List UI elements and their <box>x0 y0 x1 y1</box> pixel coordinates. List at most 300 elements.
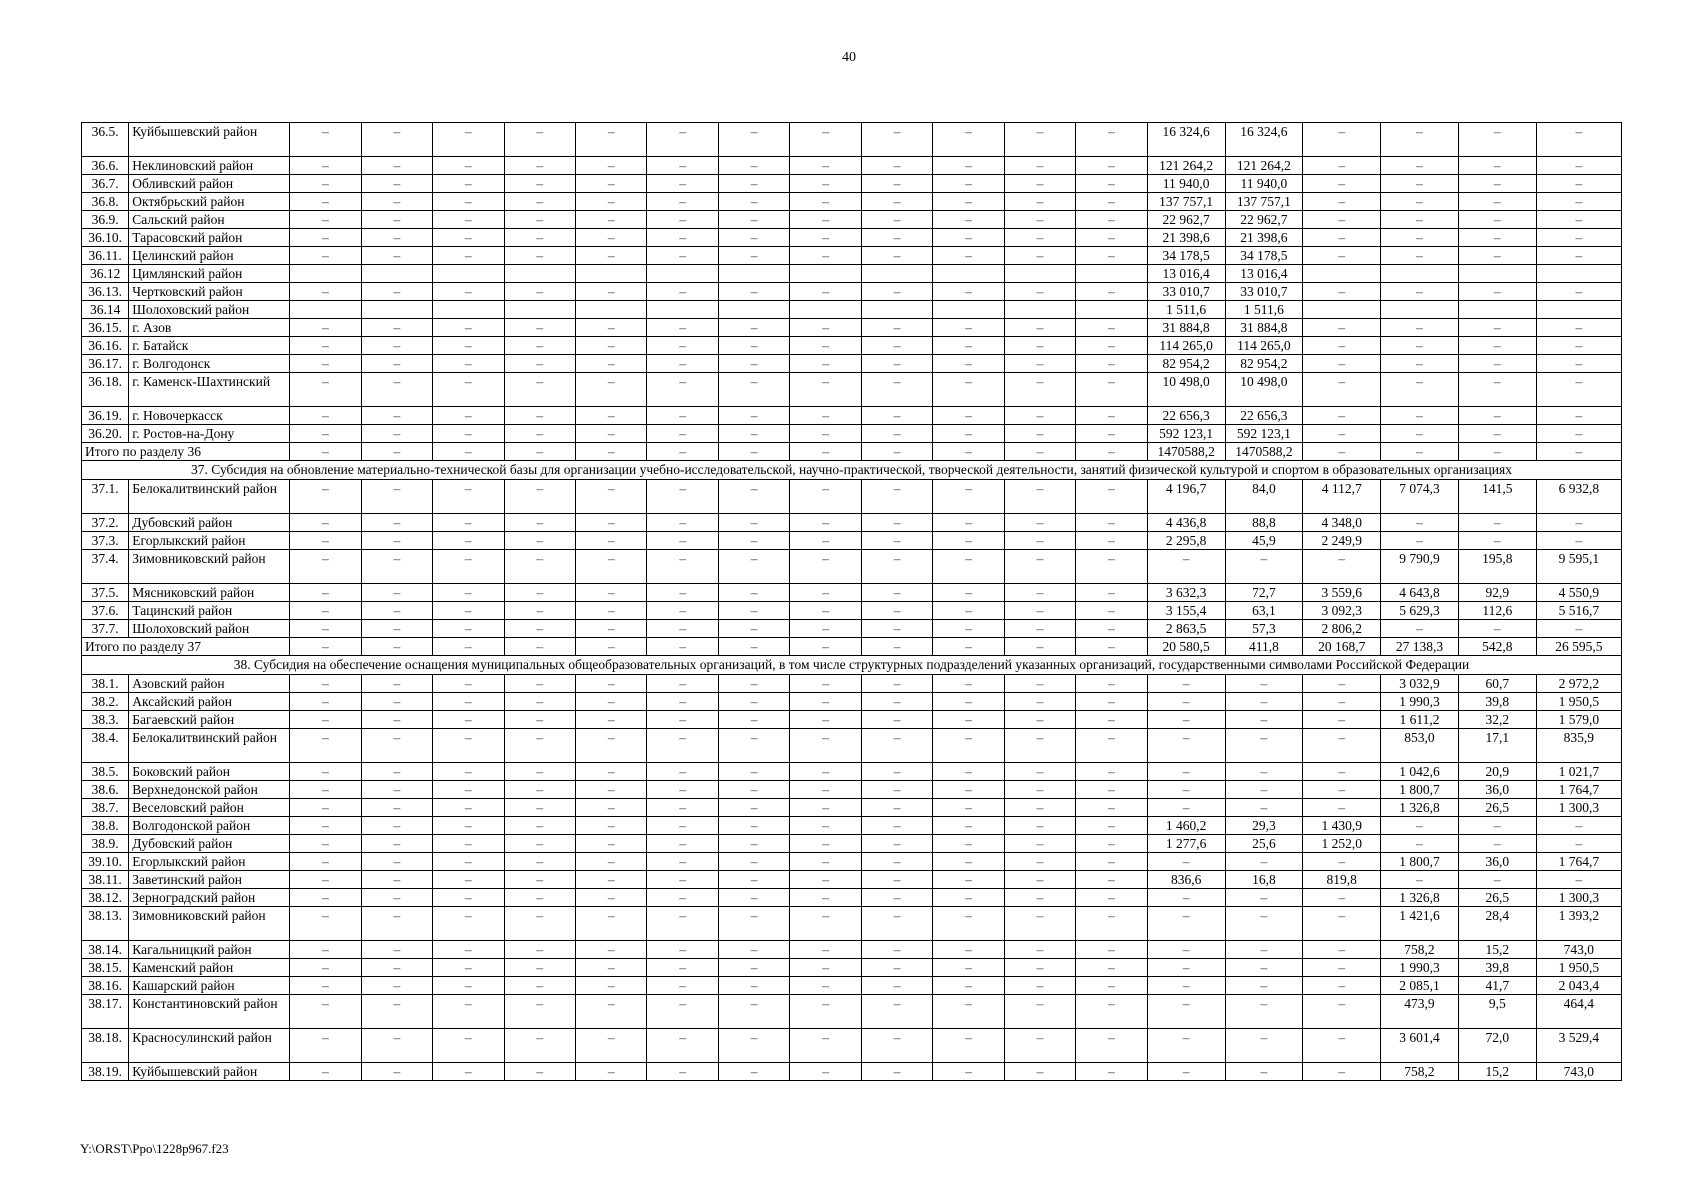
value-cell: 819,8 <box>1303 871 1381 889</box>
value-cell: – <box>790 711 861 729</box>
value-cell: 16 324,6 <box>1147 123 1225 157</box>
value-cell <box>861 265 932 283</box>
value-cell: – <box>861 337 932 355</box>
value-cell: 2 806,2 <box>1303 620 1381 638</box>
value-cell: 1 800,7 <box>1381 853 1459 871</box>
value-cell: – <box>504 675 575 693</box>
value-cell: – <box>1303 319 1381 337</box>
value-cell: – <box>361 711 432 729</box>
value-cell: – <box>361 407 432 425</box>
value-cell: 1 990,3 <box>1381 693 1459 711</box>
value-cell: 2 972,2 <box>1536 675 1621 693</box>
value-cell: 743,0 <box>1536 1063 1621 1081</box>
value-cell: – <box>647 781 718 799</box>
district-name: Зерноградский район <box>129 889 290 907</box>
value-cell: – <box>504 229 575 247</box>
value-cell: – <box>1004 337 1075 355</box>
table-row <box>82 799 1622 817</box>
value-cell: 1 326,8 <box>1381 889 1459 907</box>
value-cell: – <box>1004 211 1075 229</box>
row-number: 37.5. <box>82 584 129 602</box>
value-cell: – <box>433 817 504 835</box>
value-cell: 11 940,0 <box>1147 175 1225 193</box>
table-row <box>82 514 1622 532</box>
value-cell: – <box>718 480 789 514</box>
value-cell: – <box>1536 211 1621 229</box>
value-cell: – <box>861 763 932 781</box>
district-name: Мясниковский район <box>129 584 290 602</box>
value-cell: – <box>433 247 504 265</box>
value-cell: – <box>1076 711 1147 729</box>
value-cell: – <box>433 123 504 157</box>
value-cell: – <box>361 871 432 889</box>
district-name: Верхнедонской район <box>129 781 290 799</box>
value-cell: – <box>433 211 504 229</box>
value-cell: – <box>1536 283 1621 301</box>
value-cell: – <box>361 889 432 907</box>
value-cell: – <box>933 550 1004 584</box>
value-cell: – <box>1076 889 1147 907</box>
value-cell: – <box>1303 193 1381 211</box>
value-cell: – <box>361 638 432 656</box>
value-cell: – <box>1004 514 1075 532</box>
value-cell: – <box>290 550 361 584</box>
value-cell: – <box>1303 889 1381 907</box>
value-cell: – <box>1076 853 1147 871</box>
value-cell: – <box>1004 835 1075 853</box>
value-cell: 1 460,2 <box>1147 817 1225 835</box>
value-cell: – <box>861 602 932 620</box>
value-cell: – <box>1458 175 1536 193</box>
value-cell: – <box>1458 620 1536 638</box>
value-cell: 1 252,0 <box>1303 835 1381 853</box>
value-cell: – <box>861 959 932 977</box>
value-cell: – <box>1225 799 1303 817</box>
value-cell: – <box>933 853 1004 871</box>
value-cell: – <box>790 1029 861 1063</box>
value-cell: – <box>1147 675 1225 693</box>
value-cell: – <box>1076 443 1147 461</box>
value-cell: 592 123,1 <box>1225 425 1303 443</box>
value-cell: – <box>290 229 361 247</box>
value-cell: – <box>647 959 718 977</box>
value-cell: 2 085,1 <box>1381 977 1459 995</box>
value-cell: – <box>433 835 504 853</box>
value-cell: – <box>1004 229 1075 247</box>
value-cell: – <box>1303 853 1381 871</box>
value-cell: – <box>1225 853 1303 871</box>
value-cell: – <box>1303 373 1381 407</box>
table-row <box>82 941 1622 959</box>
value-cell: 4 550,9 <box>1536 584 1621 602</box>
value-cell: – <box>290 532 361 550</box>
value-cell <box>361 265 432 283</box>
value-cell: – <box>1536 425 1621 443</box>
value-cell: – <box>1381 157 1459 175</box>
value-cell: – <box>1004 763 1075 781</box>
value-cell: – <box>433 1063 504 1081</box>
value-cell: – <box>647 711 718 729</box>
value-cell <box>290 265 361 283</box>
value-cell: – <box>718 1029 789 1063</box>
value-cell: – <box>361 817 432 835</box>
value-cell: – <box>647 229 718 247</box>
value-cell: – <box>718 550 789 584</box>
value-cell: – <box>576 853 647 871</box>
value-cell: – <box>1303 229 1381 247</box>
value-cell: – <box>718 193 789 211</box>
value-cell: – <box>1225 763 1303 781</box>
value-cell: – <box>504 995 575 1029</box>
value-cell: – <box>1536 175 1621 193</box>
value-cell: – <box>647 373 718 407</box>
row-number: 38.15. <box>82 959 129 977</box>
row-number: 36.12 <box>82 265 129 283</box>
district-name: Боковский район <box>129 763 290 781</box>
value-cell: 1 800,7 <box>1381 781 1459 799</box>
value-cell: – <box>718 1063 789 1081</box>
value-cell: – <box>1225 1063 1303 1081</box>
value-cell: – <box>1004 550 1075 584</box>
value-cell: – <box>576 175 647 193</box>
value-cell: – <box>1303 711 1381 729</box>
value-cell: – <box>290 443 361 461</box>
value-cell: – <box>1076 584 1147 602</box>
value-cell: – <box>1381 229 1459 247</box>
value-cell: – <box>576 763 647 781</box>
value-cell: – <box>504 550 575 584</box>
value-cell: – <box>1303 763 1381 781</box>
value-cell: – <box>647 443 718 461</box>
value-cell: – <box>647 835 718 853</box>
value-cell: – <box>504 941 575 959</box>
value-cell: – <box>290 602 361 620</box>
value-cell: – <box>1381 175 1459 193</box>
value-cell <box>861 301 932 319</box>
value-cell: – <box>290 283 361 301</box>
value-cell: – <box>1076 907 1147 941</box>
row-number: 38.19. <box>82 1063 129 1081</box>
value-cell: – <box>1076 550 1147 584</box>
value-cell: – <box>718 229 789 247</box>
value-cell: – <box>1004 407 1075 425</box>
value-cell: – <box>290 425 361 443</box>
value-cell: – <box>1076 229 1147 247</box>
district-name: г. Азов <box>129 319 290 337</box>
value-cell: – <box>576 871 647 889</box>
value-cell <box>1004 301 1075 319</box>
value-cell: – <box>576 283 647 301</box>
value-cell: – <box>790 211 861 229</box>
row-number: 36.10. <box>82 229 129 247</box>
value-cell: – <box>576 337 647 355</box>
value-cell <box>1536 265 1621 283</box>
table-row <box>82 319 1622 337</box>
value-cell: – <box>504 781 575 799</box>
value-cell: – <box>290 675 361 693</box>
value-cell: 3 632,3 <box>1147 584 1225 602</box>
value-cell: 16 324,6 <box>1225 123 1303 157</box>
row-number: 38.13. <box>82 907 129 941</box>
value-cell: – <box>433 550 504 584</box>
value-cell: – <box>361 373 432 407</box>
value-cell: – <box>1076 1063 1147 1081</box>
value-cell: – <box>1303 211 1381 229</box>
value-cell: – <box>504 977 575 995</box>
value-cell: – <box>504 835 575 853</box>
value-cell: – <box>647 175 718 193</box>
value-cell: 5 629,3 <box>1381 602 1459 620</box>
value-cell: 112,6 <box>1458 602 1536 620</box>
value-cell: – <box>1225 693 1303 711</box>
value-cell: 25,6 <box>1225 835 1303 853</box>
table-row <box>82 355 1622 373</box>
table-row <box>82 373 1622 407</box>
value-cell: – <box>1303 247 1381 265</box>
value-cell: – <box>1147 1029 1225 1063</box>
value-cell: – <box>861 693 932 711</box>
value-cell: 3 092,3 <box>1303 602 1381 620</box>
value-cell: – <box>790 355 861 373</box>
value-cell: – <box>790 763 861 781</box>
footer-file-path: Y:\ORST\Ppo\1228p967.f23 <box>80 1141 229 1156</box>
value-cell: – <box>790 675 861 693</box>
value-cell: – <box>1381 373 1459 407</box>
value-cell: 13 016,4 <box>1147 265 1225 283</box>
value-cell: – <box>433 425 504 443</box>
value-cell: – <box>1076 373 1147 407</box>
row-number: 36.11. <box>82 247 129 265</box>
value-cell: 2 043,4 <box>1536 977 1621 995</box>
value-cell: 27 138,3 <box>1381 638 1459 656</box>
value-cell: – <box>933 355 1004 373</box>
district-name: Неклиновский район <box>129 157 290 175</box>
value-cell: – <box>1225 959 1303 977</box>
value-cell: – <box>718 443 789 461</box>
value-cell: – <box>504 373 575 407</box>
value-cell: – <box>576 584 647 602</box>
value-cell: 28,4 <box>1458 907 1536 941</box>
value-cell: – <box>790 584 861 602</box>
value-cell: – <box>790 995 861 1029</box>
value-cell <box>718 265 789 283</box>
value-cell: – <box>647 995 718 1029</box>
district-name: Заветинский район <box>129 871 290 889</box>
value-cell: – <box>504 514 575 532</box>
row-number: 38.2. <box>82 693 129 711</box>
value-cell: – <box>504 355 575 373</box>
value-cell: – <box>576 247 647 265</box>
value-cell: – <box>790 193 861 211</box>
table-row <box>82 211 1622 229</box>
table-row <box>82 157 1622 175</box>
value-cell: – <box>361 675 432 693</box>
value-cell: 9 790,9 <box>1381 550 1459 584</box>
district-name: Целинский район <box>129 247 290 265</box>
value-cell: – <box>290 799 361 817</box>
value-cell: – <box>1004 620 1075 638</box>
row-number: 36.15. <box>82 319 129 337</box>
value-cell: – <box>1147 941 1225 959</box>
value-cell: – <box>1004 1063 1075 1081</box>
value-cell: – <box>861 711 932 729</box>
value-cell: – <box>290 763 361 781</box>
row-number: 36.5. <box>82 123 129 157</box>
value-cell: – <box>576 907 647 941</box>
value-cell: – <box>647 319 718 337</box>
value-cell <box>1004 265 1075 283</box>
value-cell: – <box>361 355 432 373</box>
value-cell: – <box>576 729 647 763</box>
value-cell: – <box>933 443 1004 461</box>
value-cell: – <box>1076 941 1147 959</box>
value-cell: – <box>1004 532 1075 550</box>
value-cell: 22 656,3 <box>1147 407 1225 425</box>
value-cell: – <box>1458 514 1536 532</box>
value-cell: – <box>1004 480 1075 514</box>
value-cell: – <box>1004 799 1075 817</box>
value-cell: – <box>433 337 504 355</box>
value-cell: – <box>1225 675 1303 693</box>
district-name: г. Батайск <box>129 337 290 355</box>
value-cell: – <box>1381 247 1459 265</box>
value-cell: – <box>1536 337 1621 355</box>
value-cell <box>1458 265 1536 283</box>
table-row <box>82 675 1622 693</box>
value-cell: – <box>504 211 575 229</box>
value-cell: – <box>576 675 647 693</box>
value-cell: – <box>790 337 861 355</box>
value-cell: 5 516,7 <box>1536 602 1621 620</box>
table-row <box>82 532 1622 550</box>
value-cell: – <box>790 638 861 656</box>
value-cell: – <box>647 550 718 584</box>
value-cell: 137 757,1 <box>1225 193 1303 211</box>
value-cell: 33 010,7 <box>1147 283 1225 301</box>
value-cell: – <box>1458 373 1536 407</box>
value-cell: – <box>433 355 504 373</box>
value-cell: – <box>576 1029 647 1063</box>
value-cell: – <box>1004 193 1075 211</box>
value-cell: 2 863,5 <box>1147 620 1225 638</box>
value-cell: – <box>933 889 1004 907</box>
value-cell: – <box>647 1063 718 1081</box>
value-cell: – <box>790 532 861 550</box>
value-cell: – <box>361 443 432 461</box>
value-cell: – <box>1076 247 1147 265</box>
value-cell: – <box>933 602 1004 620</box>
value-cell: – <box>861 480 932 514</box>
value-cell: – <box>933 781 1004 799</box>
value-cell: – <box>1147 995 1225 1029</box>
value-cell: – <box>576 889 647 907</box>
value-cell: – <box>433 675 504 693</box>
value-cell: – <box>433 763 504 781</box>
value-cell <box>576 301 647 319</box>
value-cell: – <box>433 693 504 711</box>
value-cell: – <box>647 763 718 781</box>
value-cell: – <box>1076 193 1147 211</box>
value-cell: – <box>1004 729 1075 763</box>
value-cell: – <box>718 514 789 532</box>
value-cell: – <box>790 693 861 711</box>
value-cell: – <box>504 407 575 425</box>
value-cell: – <box>576 638 647 656</box>
value-cell: – <box>718 693 789 711</box>
value-cell: – <box>647 602 718 620</box>
value-cell: – <box>861 853 932 871</box>
value-cell: – <box>718 871 789 889</box>
value-cell: – <box>861 817 932 835</box>
value-cell: – <box>1076 319 1147 337</box>
value-cell: – <box>1004 675 1075 693</box>
value-cell: 1470588,2 <box>1147 443 1225 461</box>
value-cell: – <box>861 675 932 693</box>
value-cell: – <box>1076 638 1147 656</box>
value-cell: 31 884,8 <box>1147 319 1225 337</box>
value-cell: – <box>790 889 861 907</box>
value-cell: 20 168,7 <box>1303 638 1381 656</box>
value-cell: – <box>718 835 789 853</box>
value-cell: – <box>290 907 361 941</box>
value-cell: 22 962,7 <box>1225 211 1303 229</box>
value-cell: – <box>861 871 932 889</box>
value-cell: – <box>504 817 575 835</box>
value-cell: – <box>861 229 932 247</box>
value-cell: – <box>504 620 575 638</box>
value-cell: – <box>1381 835 1459 853</box>
value-cell: – <box>790 283 861 301</box>
value-cell: – <box>861 835 932 853</box>
value-cell: – <box>1458 443 1536 461</box>
value-cell: – <box>861 355 932 373</box>
value-cell: – <box>718 157 789 175</box>
value-cell: – <box>933 620 1004 638</box>
value-cell: – <box>1004 638 1075 656</box>
value-cell: – <box>1381 425 1459 443</box>
value-cell: – <box>718 711 789 729</box>
value-cell <box>1381 265 1459 283</box>
value-cell: – <box>861 995 932 1029</box>
value-cell: – <box>933 425 1004 443</box>
value-cell: – <box>1381 123 1459 157</box>
table-row <box>82 995 1622 1029</box>
value-cell: 464,4 <box>1536 995 1621 1029</box>
value-cell: – <box>1536 247 1621 265</box>
value-cell: 9,5 <box>1458 995 1536 1029</box>
value-cell: – <box>647 889 718 907</box>
value-cell: – <box>861 443 932 461</box>
value-cell: 9 595,1 <box>1536 550 1621 584</box>
value-cell: – <box>361 550 432 584</box>
value-cell: – <box>1303 123 1381 157</box>
value-cell: 4 348,0 <box>1303 514 1381 532</box>
value-cell: – <box>504 283 575 301</box>
value-cell: – <box>718 319 789 337</box>
value-cell: – <box>361 1063 432 1081</box>
value-cell: – <box>1004 443 1075 461</box>
district-name: Аксайский район <box>129 693 290 711</box>
value-cell: – <box>290 514 361 532</box>
section-header-row <box>82 461 1622 480</box>
value-cell <box>790 301 861 319</box>
table-body <box>82 123 1622 1081</box>
value-cell: – <box>1225 550 1303 584</box>
value-cell: – <box>290 729 361 763</box>
value-cell: 36,0 <box>1458 781 1536 799</box>
value-cell: – <box>290 319 361 337</box>
value-cell: – <box>1303 675 1381 693</box>
